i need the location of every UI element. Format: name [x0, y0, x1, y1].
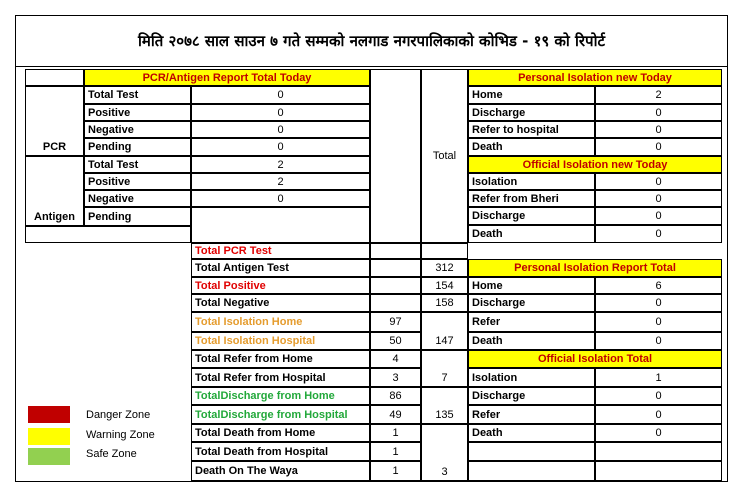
- official-new-discharge-value: 0: [595, 207, 722, 225]
- personal-total-refer-label: Refer: [468, 312, 595, 332]
- total-isolation-home-label: Total Isolation Home: [191, 312, 370, 332]
- personal-new-header: Personal Isolation new Today: [468, 69, 722, 86]
- official-new-header: Official Isolation new Today: [468, 156, 722, 173]
- pcr-positive-value: 0: [191, 104, 370, 121]
- antigen-total-test-value: 2: [191, 156, 370, 173]
- total-isolation-sum: 147: [421, 312, 468, 350]
- official-total-isolation-label: Isolation: [468, 368, 595, 387]
- official-total-discharge-label: Discharge: [468, 387, 595, 405]
- official-new-refer-label: Refer from Bheri: [468, 190, 595, 207]
- personal-new-home-label: Home: [468, 86, 595, 104]
- warning-zone-label: Warning Zone: [86, 428, 155, 441]
- personal-total-discharge-value: 0: [595, 294, 722, 312]
- total-isolation-hospital-value: 50: [370, 332, 421, 350]
- danger-zone-swatch: [28, 406, 70, 423]
- official-total-isolation-value: 1: [595, 368, 722, 387]
- pcr-pending-value: 0: [191, 138, 370, 156]
- personal-new-refer-value: 0: [595, 121, 722, 138]
- personal-total-home-label: Home: [468, 277, 595, 294]
- death-on-the-way-label: Death On The Waya: [191, 461, 370, 481]
- personal-new-death-label: Death: [468, 138, 595, 156]
- personal-new-discharge-label: Discharge: [468, 104, 595, 121]
- total-pcr-test-value: [370, 243, 421, 259]
- blank-cell: [370, 294, 421, 312]
- total-label: Total: [421, 69, 468, 243]
- official-total-discharge-value: 0: [595, 387, 722, 405]
- antigen-label: Antigen: [25, 156, 84, 226]
- official-new-refer-value: 0: [595, 190, 722, 207]
- official-new-discharge-label: Discharge: [468, 207, 595, 225]
- total-death-sum: 3: [421, 424, 468, 481]
- total-isolation-hospital-label: Total Isolation Hospital: [191, 332, 370, 350]
- death-on-the-way-value: 1: [370, 461, 421, 481]
- total-death-home-label: Total Death from Home: [191, 424, 370, 442]
- personal-new-refer-label: Refer to hospital: [468, 121, 595, 138]
- blank-cell: [421, 243, 468, 259]
- pcr-pending-label: Pending: [84, 138, 191, 156]
- personal-total-discharge-label: Discharge: [468, 294, 595, 312]
- personal-new-discharge-value: 0: [595, 104, 722, 121]
- antigen-total-test-label: Total Test: [84, 156, 191, 173]
- total-refer-home-value: 4: [370, 350, 421, 368]
- total-refer-home-label: Total Refer from Home: [191, 350, 370, 368]
- pcr-negative-value: 0: [191, 121, 370, 138]
- blank-cell: [25, 226, 191, 243]
- total-refer-hospital-label: Total Refer from Hospital: [191, 368, 370, 387]
- warning-zone-swatch: [28, 428, 70, 445]
- blank-cell: [370, 259, 421, 277]
- official-new-death-label: Death: [468, 225, 595, 243]
- blank-cell: [468, 442, 595, 461]
- blank-cell: [370, 69, 421, 243]
- blank-cell: [370, 277, 421, 294]
- total-death-hospital-label: Total Death from Hospital: [191, 442, 370, 461]
- pcr-total-test-label: Total Test: [84, 86, 191, 104]
- antigen-positive-label: Positive: [84, 173, 191, 190]
- official-new-isolation-label: Isolation: [468, 173, 595, 190]
- total-discharge-home-value: 86: [370, 387, 421, 405]
- pcr-positive-label: Positive: [84, 104, 191, 121]
- total-pcr-test-label: Total PCR Test: [191, 243, 370, 259]
- antigen-negative-label: Negative: [84, 190, 191, 207]
- total-antigen-test-label: Total Antigen Test: [191, 259, 370, 277]
- official-new-death-value: 0: [595, 225, 722, 243]
- official-total-death-label: Death: [468, 424, 595, 442]
- pcr-antigen-header: PCR/Antigen Report Total Today: [84, 69, 370, 86]
- personal-total-home-value: 6: [595, 277, 722, 294]
- total-negative-label: Total Negative: [191, 294, 370, 312]
- total-discharge-hospital-value: 49: [370, 405, 421, 424]
- total-discharge-home-label: TotalDischarge from Home: [191, 387, 370, 405]
- antigen-negative-value: 0: [191, 190, 370, 207]
- blank-cell: [595, 461, 722, 481]
- personal-new-death-value: 0: [595, 138, 722, 156]
- total-death-hospital-value: 1: [370, 442, 421, 461]
- official-total-refer-value: 0: [595, 405, 722, 424]
- safe-zone-label: Safe Zone: [86, 447, 137, 460]
- official-total-header: Official Isolation Total: [468, 350, 722, 368]
- total-refer-sum: 7: [421, 350, 468, 387]
- antigen-positive-value: 2: [191, 173, 370, 190]
- personal-total-refer-value: 0: [595, 312, 722, 332]
- personal-new-home-value: 2: [595, 86, 722, 104]
- official-total-refer-label: Refer: [468, 405, 595, 424]
- blank-header-cell: [25, 69, 84, 86]
- official-new-isolation-value: 0: [595, 173, 722, 190]
- blank-cell: [595, 442, 722, 461]
- personal-total-death-label: Death: [468, 332, 595, 350]
- antigen-pending-label: Pending: [84, 207, 191, 226]
- report-title: मिति २०७८ साल साउन ७ गते सम्मको नलगाड नगरपालिकाको कोभिड - १९ को रिपोर्ट: [15, 15, 728, 67]
- pcr-negative-label: Negative: [84, 121, 191, 138]
- pcr-label: PCR: [25, 86, 84, 156]
- total-discharge-hospital-label: TotalDischarge from Hospital: [191, 405, 370, 424]
- antigen-pending-value: [191, 207, 370, 243]
- total-discharge-sum: 135: [421, 387, 468, 424]
- pcr-total-test-value: 0: [191, 86, 370, 104]
- total-refer-hospital-value: 3: [370, 368, 421, 387]
- danger-zone-label: Danger Zone: [86, 408, 151, 421]
- blank-cell: [468, 461, 595, 481]
- personal-total-death-value: 0: [595, 332, 722, 350]
- total-positive-label: Total Positive: [191, 277, 370, 294]
- total-positive-value: 154: [421, 277, 468, 294]
- official-total-death-value: 0: [595, 424, 722, 442]
- total-negative-value: 158: [421, 294, 468, 312]
- total-death-home-value: 1: [370, 424, 421, 442]
- safe-zone-swatch: [28, 448, 70, 465]
- total-isolation-home-value: 97: [370, 312, 421, 332]
- personal-total-header: Personal Isolation Report Total: [468, 259, 722, 277]
- total-antigen-test-value: 312: [421, 259, 468, 277]
